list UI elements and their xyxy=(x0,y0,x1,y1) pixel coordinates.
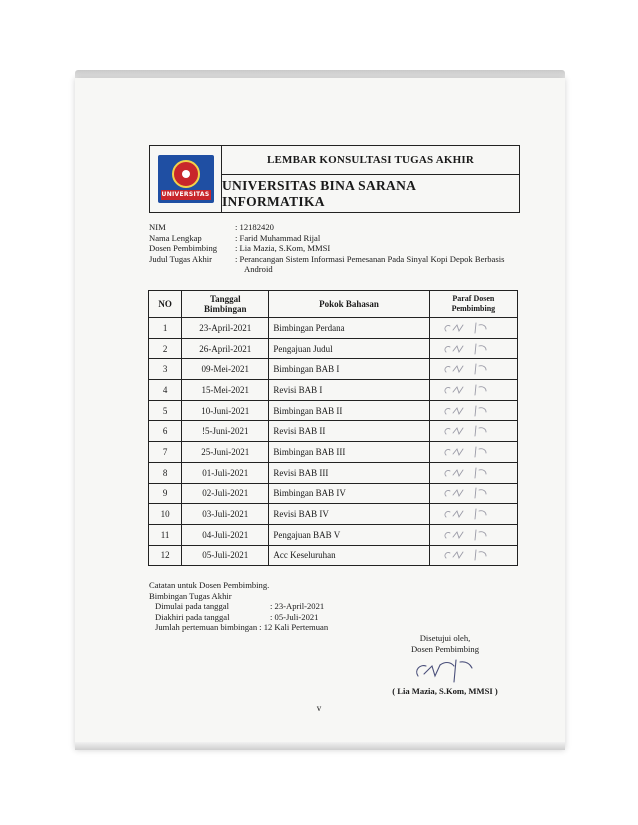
row-date: 05-Juli-2021 xyxy=(182,545,269,566)
row-topic: Pengajuan Judul xyxy=(269,338,429,359)
row-topic: Bimbingan BAB IV xyxy=(269,483,429,504)
advisor-notes xyxy=(149,580,449,633)
row-topic: Bimbingan BAB II xyxy=(269,400,429,421)
row-topic: Pengajuan BAB V xyxy=(269,524,429,545)
row-number: 8 xyxy=(149,462,182,483)
row-topic: Bimbingan Perdana xyxy=(269,318,429,339)
start-date-label: Dimulai pada tanggal xyxy=(155,601,229,612)
paraf-signature xyxy=(440,383,500,397)
row-number: 4 xyxy=(149,380,182,401)
paraf-signature xyxy=(440,507,500,521)
row-signature-cell xyxy=(429,380,517,401)
row-number: 5 xyxy=(149,400,182,421)
university-logo xyxy=(158,155,214,203)
paraf-signature xyxy=(440,342,500,356)
row-date: 23-April-2021 xyxy=(182,318,269,339)
row-number: 3 xyxy=(149,359,182,380)
paraf-signature xyxy=(440,466,500,480)
paraf-signature xyxy=(440,362,500,376)
row-date: !5-Juni-2021 xyxy=(182,421,269,442)
table-row xyxy=(149,504,518,525)
thesis-value xyxy=(235,254,519,275)
meeting-count-label: Jumlah pertemuan bimbingan xyxy=(155,622,258,633)
document-title: LEMBAR KONSULTASI TUGAS AKHIR xyxy=(222,146,519,175)
header-signature: Paraf Dosen Pembimbing xyxy=(429,291,517,318)
row-topic: Bimbingan BAB I xyxy=(269,359,429,380)
row-signature-cell xyxy=(429,524,517,545)
scan-edge-bottom xyxy=(75,742,565,750)
university-name: UNIVERSITAS BINA SARANA INFORMATIKA xyxy=(222,177,416,209)
row-number: 10 xyxy=(149,504,182,525)
table-row xyxy=(149,462,518,483)
advisor-signature xyxy=(410,656,480,686)
approver-role: Dosen Pembimbing xyxy=(410,643,480,654)
logo-ribbon: UNIVERSITAS xyxy=(161,191,210,198)
row-topic: Revisi BAB II xyxy=(269,421,429,442)
row-number: 11 xyxy=(149,524,182,545)
advisor-value: : Lia Mazia, S.Kom, MMSI xyxy=(235,243,331,254)
header-topic: Pokok Bahasan xyxy=(269,291,429,318)
nim-value: : 12182420 xyxy=(235,222,274,232)
page-number: v xyxy=(316,703,322,713)
row-date: 01-Juli-2021 xyxy=(182,462,269,483)
info-row-advisor xyxy=(149,243,519,254)
row-number: 6 xyxy=(149,421,182,442)
row-signature-cell xyxy=(429,359,517,380)
row-date: 25-Juni-2021 xyxy=(182,442,269,463)
row-topic: Bimbingan BAB III xyxy=(269,442,429,463)
logo-cell xyxy=(150,146,222,212)
row-signature-cell xyxy=(429,318,517,339)
table-row xyxy=(149,524,518,545)
row-topic: Acc Keseluruhan xyxy=(269,545,429,566)
row-date: 04-Juli-2021 xyxy=(182,524,269,545)
table-row xyxy=(149,400,518,421)
name-value: : Farid Muhammad Rijal xyxy=(235,232,321,243)
table-row xyxy=(149,359,518,380)
table-row xyxy=(149,442,518,463)
meeting-count-row xyxy=(149,622,449,633)
approver-name: ( Lia Mazia, S.Kom, MMSI ) xyxy=(392,686,498,697)
row-signature-cell xyxy=(429,421,517,442)
consultation-table xyxy=(148,290,518,566)
table-row xyxy=(149,483,518,504)
table-row xyxy=(149,545,518,566)
row-topic: Revisi BAB III xyxy=(269,462,429,483)
notes-heading: Catatan untuk Dosen Pembimbing. xyxy=(149,580,270,590)
paraf-signature xyxy=(440,548,500,562)
row-date: 03-Juli-2021 xyxy=(182,504,269,525)
table-row xyxy=(149,380,518,401)
approval-block xyxy=(380,633,510,697)
header-date: Tanggal Bimbingan xyxy=(182,291,269,318)
student-info xyxy=(149,222,519,275)
meeting-count-value: : 12 Kali Pertemuan xyxy=(259,622,329,633)
name-label: Nama Lengkap xyxy=(149,232,202,243)
row-signature-cell xyxy=(429,545,517,566)
paraf-signature xyxy=(440,486,500,500)
end-date-value: : 05-Juli-2021 xyxy=(270,611,319,622)
end-date-label: Diakhiri pada tanggal xyxy=(155,611,230,622)
start-date-row xyxy=(149,601,449,612)
advisor-label: Dosen Pembimbing xyxy=(149,243,218,254)
nim-label: NIM xyxy=(149,222,166,232)
info-row-thesis xyxy=(149,254,519,275)
row-number: 2 xyxy=(149,338,182,359)
logo-emblem xyxy=(172,160,200,188)
thesis-title-line1: : Perancangan Sistem Informasi Pemesanan Pada Sinyal Kopi Depok Berbasis xyxy=(235,253,505,264)
info-row-nim xyxy=(149,222,519,233)
start-date-value: : 23-April-2021 xyxy=(270,601,325,612)
paraf-signature xyxy=(440,528,500,542)
paraf-signature xyxy=(440,445,500,459)
row-signature-cell xyxy=(429,462,517,483)
info-row-name xyxy=(149,233,519,244)
row-date: 26-April-2021 xyxy=(182,338,269,359)
notes-subheading: Bimbingan Tugas Akhir xyxy=(149,590,232,601)
row-signature-cell xyxy=(429,338,517,359)
thesis-title-line2: Android xyxy=(244,264,273,275)
thesis-label: Judul Tugas Akhir xyxy=(149,253,213,264)
row-topic: Revisi BAB IV xyxy=(269,504,429,525)
header-no: NO xyxy=(149,291,182,318)
paraf-signature xyxy=(440,321,500,335)
row-date: 02-Juli-2021 xyxy=(182,483,269,504)
row-signature-cell xyxy=(429,442,517,463)
paraf-signature xyxy=(440,424,500,438)
row-number: 9 xyxy=(149,483,182,504)
document-header xyxy=(149,145,520,213)
table-row xyxy=(149,318,518,339)
row-date: 10-Juni-2021 xyxy=(182,400,269,421)
row-number: 1 xyxy=(149,318,182,339)
row-signature-cell xyxy=(429,400,517,421)
paraf-signature xyxy=(440,404,500,418)
table-row xyxy=(149,421,518,442)
row-topic: Revisi BAB I xyxy=(269,380,429,401)
row-date: 09-Mei-2021 xyxy=(182,359,269,380)
table-header-row xyxy=(149,291,518,318)
end-date-row xyxy=(149,612,449,623)
row-number: 12 xyxy=(149,545,182,566)
row-signature-cell xyxy=(429,504,517,525)
table-row xyxy=(149,338,518,359)
approved-by: Disetujui oleh, xyxy=(419,633,471,643)
title-cell xyxy=(222,146,519,212)
row-signature-cell xyxy=(429,483,517,504)
row-date: 15-Mei-2021 xyxy=(182,380,269,401)
row-number: 7 xyxy=(149,442,182,463)
